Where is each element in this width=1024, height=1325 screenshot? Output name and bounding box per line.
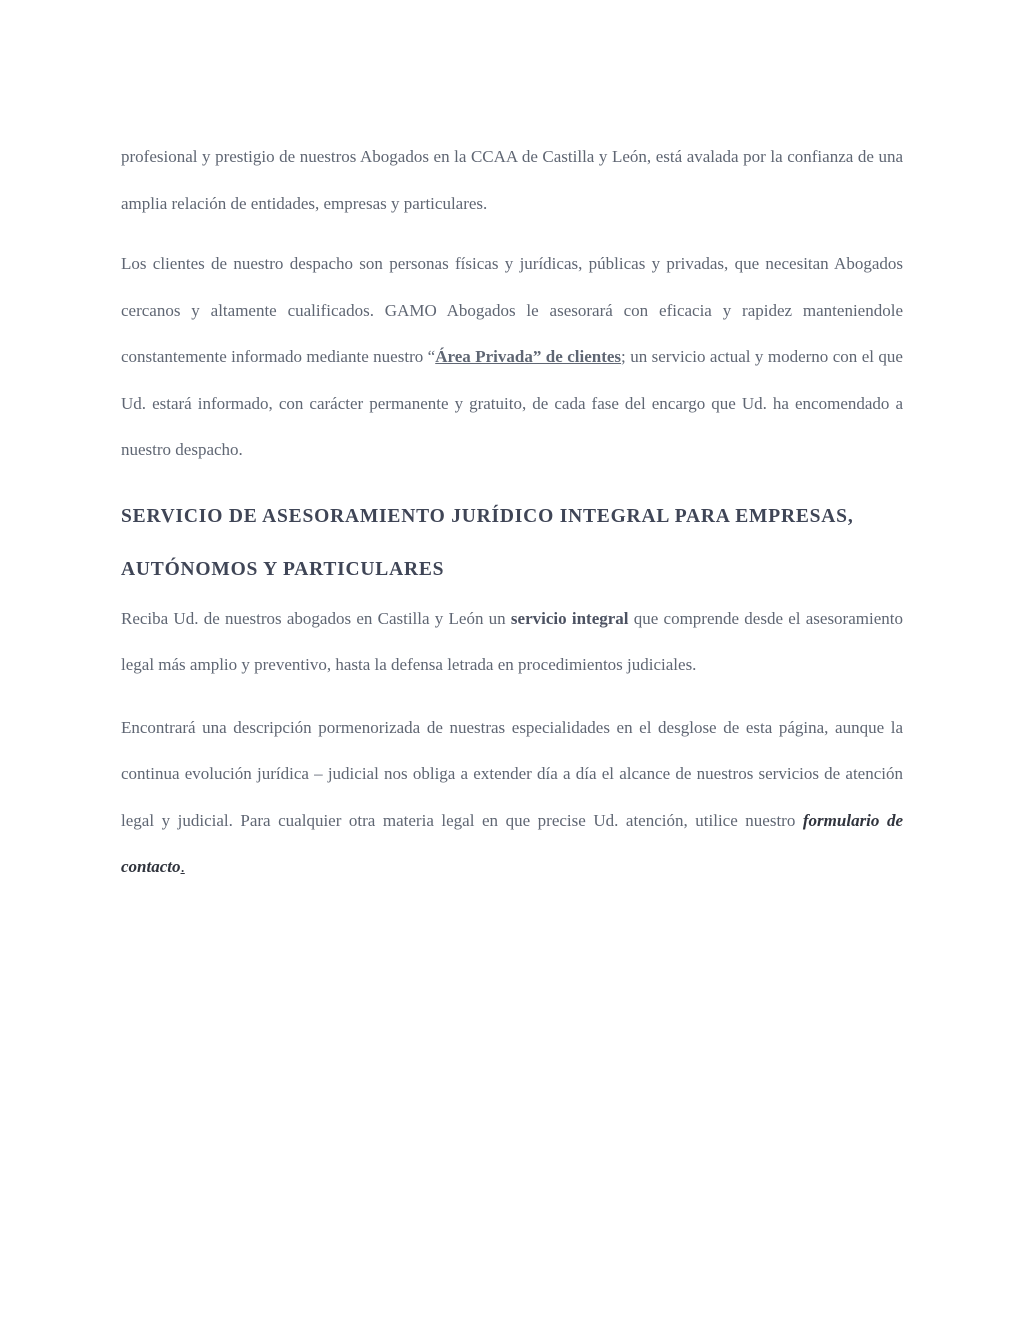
paragraph-clientes-text-end: ; un servicio actual y moderno con el que Ud. estará informado, con carácter permanente y gratuito, de cada fase del encargo que Ud. ha encomendado a nuestro despacho.	[121, 347, 903, 459]
paragraph-end-period: .	[180, 857, 185, 876]
paragraph-servicio-integral	[121, 596, 903, 689]
paragraph-servicio-text: Reciba Ud. de nuestros abogados en Castilla y León un	[121, 608, 511, 628]
paragraph-especialidades-text: Encontrará una descripción pormenorizada de nuestras especialidades en el desglose de esta página, aunque la continua evolución jurídica – judicial nos obliga a extender día a día el alcance de nuestros servicios de atención legal y judicial. Para cualquier otra materia legal en que precise Ud. atención, utilice nuestro	[121, 717, 903, 830]
area-privada-link[interactable]: Área Privada” de clientes	[435, 347, 622, 366]
paragraph-prestigio	[121, 134, 903, 227]
paragraph-clientes-text: Los clientes de nuestro despacho son personas físicas y jurídicas, públicas y privadas, que necesitan Abogados cercanos y altamente cualificados. GAMO Abogados le asesorará con eficacia y rapidez manteniendole constantemente informado mediante nuestro “	[121, 254, 903, 366]
formulario-contacto-link[interactable]: formulario de contacto	[121, 810, 903, 876]
servicio-integral-emphasis: servicio integral	[510, 608, 629, 628]
paragraph-servicio-text-end: que comprende desde el asesoramiento legal más amplio y preventivo, hasta la defensa letrada en procedimientos judiciales.	[121, 608, 903, 674]
paragraph-clientes	[121, 241, 903, 474]
section-heading: SERVICIO DE ASESORAMIENTO JURÍDICO INTEGRAL PARA EMPRESAS, AUTÓNOMOS Y PARTICULARES	[121, 505, 854, 580]
paragraph-prestigio-text: profesional y prestigio de nuestros Abogados en la CCAA de Castilla y León, está avalada por la confianza de una amplia relación de entidades, empresas y particulares.	[121, 147, 903, 213]
paragraph-especialidades	[121, 705, 903, 891]
document-content	[121, 134, 903, 891]
